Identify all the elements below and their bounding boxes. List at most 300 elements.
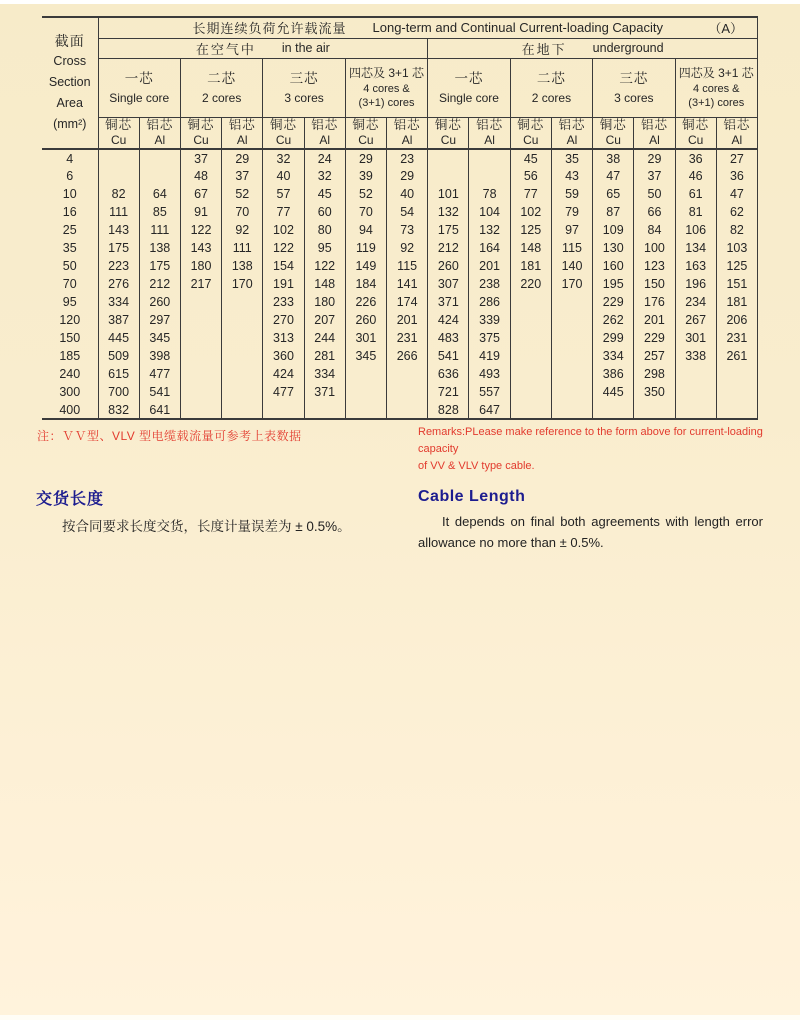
capacity-value: 52 <box>222 185 263 203</box>
capacity-value: 29 <box>345 149 386 167</box>
capacity-value: 122 <box>263 239 304 257</box>
capacity-value: 102 <box>263 221 304 239</box>
area-value: 300 <box>42 383 98 401</box>
table-row <box>42 167 758 185</box>
capacity-value: 257 <box>634 347 675 365</box>
table-title-cell <box>98 17 758 38</box>
capacity-value <box>510 365 551 383</box>
capacity-value: 445 <box>593 383 634 401</box>
capacity-value: 111 <box>222 239 263 257</box>
capacity-value <box>716 383 757 401</box>
conductor-en: Al <box>649 133 660 148</box>
conductor-en: Cu <box>193 133 209 148</box>
capacity-value: 54 <box>387 203 428 221</box>
capacity-value: 50 <box>634 185 675 203</box>
conductor-cn: 铜芯 <box>105 118 133 133</box>
capacity-value: 229 <box>634 329 675 347</box>
capacity-value: 84 <box>634 221 675 239</box>
capacity-value <box>139 149 180 167</box>
capacity-value <box>222 365 263 383</box>
capacity-value: 231 <box>716 329 757 347</box>
capacity-value: 73 <box>387 221 428 239</box>
capacity-value: 78 <box>469 185 510 203</box>
capacity-value: 67 <box>180 185 221 203</box>
conductor-cn: 铜芯 <box>269 118 297 133</box>
table-row <box>42 293 758 311</box>
conductor-en: Cu <box>110 133 127 148</box>
conductor-header-al <box>634 117 675 149</box>
capacity-value: 557 <box>469 383 510 401</box>
capacity-value: 45 <box>304 185 345 203</box>
capacity-value: 477 <box>139 365 180 383</box>
top-white-strip <box>0 0 800 4</box>
capacity-value: 483 <box>428 329 469 347</box>
capacity-value: 206 <box>716 311 757 329</box>
capacity-value: 80 <box>304 221 345 239</box>
core-type-en-line1: 4 cores & <box>363 82 410 95</box>
conductor-cn: 铜芯 <box>352 118 380 133</box>
capacity-value: 298 <box>634 365 675 383</box>
capacity-value: 233 <box>263 293 304 311</box>
conductor-cn: 铜芯 <box>434 118 462 133</box>
conductor-cn: 铝芯 <box>640 118 668 133</box>
capacity-value: 111 <box>98 203 139 221</box>
table-row <box>42 149 758 167</box>
note-cn: 注：ＶＶ型、VLV 型电缆载流量可参考上表数据 <box>37 429 302 443</box>
capacity-value: 122 <box>304 257 345 275</box>
capacity-value: 260 <box>345 311 386 329</box>
capacity-value: 175 <box>428 221 469 239</box>
capacity-value: 238 <box>469 275 510 293</box>
capacity-value: 125 <box>716 257 757 275</box>
conductor-cn: 铝芯 <box>146 118 174 133</box>
capacity-value: 828 <box>428 401 469 419</box>
conductor-header-al <box>304 117 345 149</box>
capacity-value: 260 <box>428 257 469 275</box>
table-row <box>42 365 758 383</box>
capacity-value: 212 <box>139 275 180 293</box>
capacity-value: 700 <box>98 383 139 401</box>
capacity-value: 338 <box>675 347 716 365</box>
capacity-value: 261 <box>716 347 757 365</box>
capacity-value: 360 <box>263 347 304 365</box>
table-unit: （A） <box>708 21 743 37</box>
capacity-value <box>180 329 221 347</box>
capacity-value: 94 <box>345 221 386 239</box>
table-row <box>42 347 758 365</box>
capacity-value: 266 <box>387 347 428 365</box>
capacity-value: 130 <box>593 239 634 257</box>
conductor-en: Cu <box>358 133 374 148</box>
core-type-en-line1: 3 cores <box>614 90 654 105</box>
capacity-value: 109 <box>593 221 634 239</box>
capacity-value: 334 <box>98 293 139 311</box>
area-header-cell <box>42 17 98 149</box>
area-value: 50 <box>42 257 98 275</box>
table-row <box>42 329 758 347</box>
capacity-value: 244 <box>304 329 345 347</box>
conductor-en: Cu <box>275 133 292 148</box>
capacity-value: 82 <box>716 221 757 239</box>
capacity-value: 212 <box>428 239 469 257</box>
capacity-value: 62 <box>716 203 757 221</box>
capacity-value: 45 <box>510 149 551 167</box>
capacity-value: 82 <box>98 185 139 203</box>
capacity-value: 267 <box>675 311 716 329</box>
capacity-value: 143 <box>180 239 221 257</box>
capacity-value <box>551 329 592 347</box>
capacity-value <box>510 311 551 329</box>
capacity-value: 97 <box>551 221 592 239</box>
capacity-value: 223 <box>98 257 139 275</box>
capacity-value <box>428 167 469 185</box>
capacity-value: 164 <box>469 239 510 257</box>
conductor-en: Cu <box>440 133 457 148</box>
conductor-en: Al <box>401 133 413 148</box>
area-value: 25 <box>42 221 98 239</box>
core-type-cn: 四芯及 3+1 芯 <box>349 65 425 80</box>
capacity-value: 27 <box>716 149 757 167</box>
core-type-header <box>593 58 675 117</box>
capacity-value: 37 <box>222 167 263 185</box>
capacity-value: 59 <box>551 185 592 203</box>
capacity-value: 150 <box>634 275 675 293</box>
capacity-value: 176 <box>634 293 675 311</box>
capacity-value <box>387 383 428 401</box>
capacity-value <box>510 383 551 401</box>
capacity-value: 195 <box>593 275 634 293</box>
capacity-value: 832 <box>98 401 139 419</box>
capacity-value <box>180 293 221 311</box>
capacity-value <box>510 401 551 419</box>
core-type-en-line2: (3+1) cores <box>358 96 415 109</box>
capacity-value: 477 <box>263 383 304 401</box>
capacity-value <box>180 401 221 419</box>
conductor-cn: 铜芯 <box>599 118 627 133</box>
capacity-value: 350 <box>634 383 675 401</box>
core-type-header <box>263 58 345 117</box>
capacity-value <box>510 347 551 365</box>
capacity-value <box>222 293 263 311</box>
capacity-value: 36 <box>716 167 757 185</box>
capacity-value: 541 <box>428 347 469 365</box>
capacity-value <box>98 167 139 185</box>
capacity-value: 61 <box>675 185 716 203</box>
capacity-value: 196 <box>675 275 716 293</box>
capacity-value <box>139 167 180 185</box>
conductor-header-cu <box>593 117 634 149</box>
capacity-value <box>634 401 675 419</box>
capacity-value <box>222 329 263 347</box>
capacity-value: 170 <box>222 275 263 293</box>
capacity-value: 721 <box>428 383 469 401</box>
capacity-value: 375 <box>469 329 510 347</box>
capacity-value: 493 <box>469 365 510 383</box>
area-value: 4 <box>42 149 98 167</box>
capacity-value: 119 <box>345 239 386 257</box>
capacity-value: 39 <box>345 167 386 185</box>
conductor-en: Al <box>484 133 495 148</box>
capacity-value: 154 <box>263 257 304 275</box>
capacity-value: 636 <box>428 365 469 383</box>
capacity-value: 297 <box>139 311 180 329</box>
capacity-value <box>180 347 221 365</box>
capacity-value <box>180 365 221 383</box>
capacity-value <box>551 383 592 401</box>
current-capacity-table <box>42 16 758 420</box>
area-header-cn: 截面 <box>54 33 85 49</box>
conductor-header-cu <box>675 117 716 149</box>
capacity-value: 234 <box>675 293 716 311</box>
conductor-header-al <box>222 117 263 149</box>
capacity-value: 371 <box>428 293 469 311</box>
conductor-header-cu <box>345 117 386 149</box>
core-type-header <box>180 58 262 117</box>
conductor-header-cu <box>510 117 551 149</box>
capacity-value: 541 <box>139 383 180 401</box>
capacity-value: 231 <box>387 329 428 347</box>
note-en-line2: of VV & VLV type cable. <box>418 460 535 472</box>
capacity-value: 307 <box>428 275 469 293</box>
conductor-en: Al <box>731 133 743 148</box>
core-type-header <box>345 58 427 117</box>
capacity-value: 334 <box>304 365 345 383</box>
capacity-value: 334 <box>593 347 634 365</box>
capacity-value: 81 <box>675 203 716 221</box>
capacity-value: 398 <box>139 347 180 365</box>
area-header-en-line3: Area <box>56 96 83 110</box>
area-value: 185 <box>42 347 98 365</box>
capacity-value: 123 <box>634 257 675 275</box>
capacity-value: 66 <box>634 203 675 221</box>
capacity-value: 226 <box>345 293 386 311</box>
core-type-cn: 三芯 <box>619 70 649 86</box>
capacity-value: 181 <box>716 293 757 311</box>
conductor-en: Al <box>236 133 248 148</box>
capacity-value: 40 <box>387 185 428 203</box>
capacity-value: 424 <box>428 311 469 329</box>
capacity-value: 77 <box>510 185 551 203</box>
capacity-value: 138 <box>139 239 180 257</box>
core-type-en-line1: Single core <box>109 90 170 105</box>
capacity-value: 424 <box>263 365 304 383</box>
capacity-value <box>593 401 634 419</box>
capacity-value <box>551 401 592 419</box>
capacity-value <box>510 293 551 311</box>
capacity-value: 184 <box>345 275 386 293</box>
capacity-value: 57 <box>263 185 304 203</box>
capacity-value: 299 <box>593 329 634 347</box>
capacity-value: 87 <box>593 203 634 221</box>
capacity-value: 141 <box>387 275 428 293</box>
table-row <box>42 257 758 275</box>
note-en-line1: Remarks:PLease make reference to the form above for current-loading capacity <box>418 426 763 455</box>
capacity-value: 371 <box>304 383 345 401</box>
capacity-value: 445 <box>98 329 139 347</box>
capacity-value: 70 <box>345 203 386 221</box>
area-value: 95 <box>42 293 98 311</box>
capacity-value <box>716 401 757 419</box>
capacity-value: 201 <box>469 257 510 275</box>
capacity-value: 132 <box>469 221 510 239</box>
conductor-header-cu <box>263 117 304 149</box>
area-value: 6 <box>42 167 98 185</box>
capacity-value: 386 <box>593 365 634 383</box>
capacity-value: 70 <box>222 203 263 221</box>
capacity-value: 217 <box>180 275 221 293</box>
core-type-en-line1: 2 cores <box>201 90 242 105</box>
capacity-value: 65 <box>593 185 634 203</box>
capacity-value: 101 <box>428 185 469 203</box>
capacity-value: 180 <box>180 257 221 275</box>
core-type-en-line1: 4 cores & <box>693 82 740 95</box>
section-heading-en: Cable Length <box>418 488 526 505</box>
capacity-value <box>222 311 263 329</box>
section-body-en-line2: allowance no more than ± 0.5%. <box>418 534 604 550</box>
conductor-en: Cu <box>688 133 704 148</box>
core-type-header <box>428 58 510 117</box>
conductor-en: Cu <box>605 133 621 148</box>
core-type-cn: 一芯 <box>124 70 154 86</box>
capacity-value: 122 <box>180 221 221 239</box>
capacity-value: 345 <box>345 347 386 365</box>
conductor-cn: 铝芯 <box>476 118 504 133</box>
capacity-value: 148 <box>304 275 345 293</box>
capacity-value: 37 <box>180 149 221 167</box>
core-type-en-line1: 3 cores <box>284 90 324 105</box>
table-row <box>42 239 758 257</box>
table-title-cn: 长期连续负荷允许载流量 <box>192 21 347 37</box>
capacity-value: 260 <box>139 293 180 311</box>
capacity-value <box>222 383 263 401</box>
conductor-cn: 铜芯 <box>682 118 710 133</box>
capacity-value: 163 <box>675 257 716 275</box>
capacity-value: 100 <box>634 239 675 257</box>
capacity-value: 36 <box>675 149 716 167</box>
capacity-value: 56 <box>510 167 551 185</box>
area-value: 35 <box>42 239 98 257</box>
capacity-value: 345 <box>139 329 180 347</box>
conductor-cn: 铝芯 <box>723 118 751 133</box>
core-type-cn: 三芯 <box>289 70 319 86</box>
capacity-value: 148 <box>510 239 551 257</box>
conductor-header-cu <box>98 117 139 149</box>
core-type-en-line2: (3+1) cores <box>688 96 745 109</box>
area-value: 16 <box>42 203 98 221</box>
capacity-value: 615 <box>98 365 139 383</box>
capacity-value: 125 <box>510 221 551 239</box>
env-header-underground <box>428 38 758 58</box>
capacity-value <box>387 365 428 383</box>
capacity-value: 52 <box>345 185 386 203</box>
capacity-value: 64 <box>139 185 180 203</box>
capacity-value: 91 <box>180 203 221 221</box>
capacity-value: 191 <box>263 275 304 293</box>
conductor-cn: 铝芯 <box>228 118 256 133</box>
area-value: 150 <box>42 329 98 347</box>
capacity-value: 106 <box>675 221 716 239</box>
conductor-en: Cu <box>523 133 539 148</box>
capacity-value <box>675 383 716 401</box>
conductor-cn: 铜芯 <box>517 118 545 133</box>
core-type-cn: 一芯 <box>454 70 484 86</box>
conductor-cn: 铝芯 <box>311 118 339 133</box>
capacity-value: 151 <box>716 275 757 293</box>
capacity-value: 47 <box>593 167 634 185</box>
capacity-value <box>180 311 221 329</box>
env-header-inner <box>428 39 757 58</box>
capacity-value <box>551 365 592 383</box>
conductor-en: Al <box>566 133 578 148</box>
area-value: 240 <box>42 365 98 383</box>
capacity-value <box>345 401 386 419</box>
capacity-value: 48 <box>180 167 221 185</box>
env-header-inner <box>99 39 428 58</box>
capacity-value <box>510 329 551 347</box>
capacity-value: 174 <box>387 293 428 311</box>
env-header-air <box>98 38 428 58</box>
capacity-value: 207 <box>304 311 345 329</box>
capacity-value: 79 <box>551 203 592 221</box>
capacity-value: 29 <box>387 167 428 185</box>
table-row <box>42 275 758 293</box>
env-en: in the air <box>281 41 330 55</box>
capacity-value: 262 <box>593 311 634 329</box>
core-type-cn: 四芯及 3+1 芯 <box>678 65 754 80</box>
capacity-value <box>716 365 757 383</box>
conductor-header-cu <box>180 117 221 149</box>
table-row <box>42 185 758 203</box>
conductor-cn: 铝芯 <box>393 118 421 133</box>
capacity-value: 85 <box>139 203 180 221</box>
table-row <box>42 221 758 239</box>
capacity-value: 301 <box>675 329 716 347</box>
env-cn: 在地下 <box>521 41 567 57</box>
table-title <box>99 18 758 37</box>
capacity-value: 103 <box>716 239 757 257</box>
capacity-value: 102 <box>510 203 551 221</box>
capacity-value: 181 <box>510 257 551 275</box>
capacity-value: 38 <box>593 149 634 167</box>
capacity-value: 115 <box>551 239 592 257</box>
capacity-value: 40 <box>263 167 304 185</box>
capacity-value: 140 <box>551 257 592 275</box>
capacity-value: 95 <box>304 239 345 257</box>
capacity-value: 149 <box>345 257 386 275</box>
capacity-value: 23 <box>387 149 428 167</box>
capacity-value <box>222 401 263 419</box>
capacity-value <box>222 347 263 365</box>
capacity-value: 313 <box>263 329 304 347</box>
table-title-en: Long-term and Continual Current-loading Capacity <box>372 20 663 36</box>
capacity-value <box>98 149 139 167</box>
capacity-value <box>551 293 592 311</box>
capacity-value: 132 <box>428 203 469 221</box>
core-type-en-line1: 2 cores <box>531 90 572 105</box>
capacity-value <box>551 311 592 329</box>
capacity-value <box>387 401 428 419</box>
capacity-value: 229 <box>593 293 634 311</box>
capacity-value: 115 <box>387 257 428 275</box>
core-type-cn: 二芯 <box>536 70 566 86</box>
area-value: 400 <box>42 401 98 419</box>
env-cn: 在空气中 <box>195 41 256 57</box>
conductor-header-al <box>139 117 180 149</box>
capacity-value: 180 <box>304 293 345 311</box>
capacity-value: 339 <box>469 311 510 329</box>
capacity-value: 37 <box>634 167 675 185</box>
capacity-value <box>345 365 386 383</box>
